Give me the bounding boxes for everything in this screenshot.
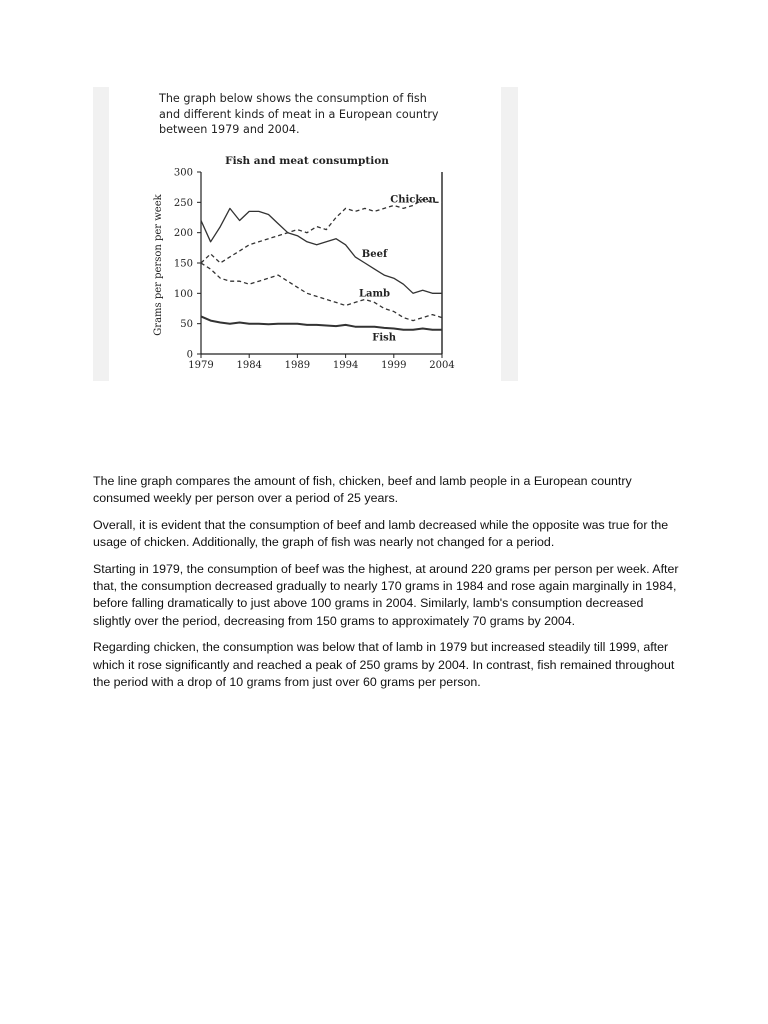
y-tick-label: 100 bbox=[173, 288, 193, 300]
y-tick-label: 200 bbox=[173, 228, 193, 240]
chart-figure-image bbox=[93, 87, 518, 381]
y-tick-label: 150 bbox=[173, 258, 193, 270]
chart-labels-layer bbox=[359, 194, 437, 343]
x-tick-label: 1979 bbox=[188, 360, 214, 371]
x-tick-label: 1999 bbox=[381, 360, 407, 371]
chart-title: Fish and meat consumption bbox=[225, 155, 389, 167]
y-axis-label: Grams per person per week bbox=[153, 194, 164, 336]
x-tick-label: 1984 bbox=[236, 360, 262, 371]
y-tick-label: 250 bbox=[173, 197, 193, 209]
series-label-beef: Beef bbox=[361, 248, 388, 260]
y-tick-label: 0 bbox=[186, 349, 193, 361]
chart-series-layer bbox=[201, 199, 442, 329]
x-tick-label: 1989 bbox=[284, 360, 311, 371]
essay-paragraph: The line graph compares the amount of fish, chicken, beef and lamb people in a European country consumed weekly per person over a period of 25 years. bbox=[93, 474, 632, 506]
series-label-chicken: Chicken bbox=[390, 194, 436, 206]
y-tick-label: 300 bbox=[173, 167, 193, 179]
series-line-chicken bbox=[201, 199, 442, 263]
essay-paragraph: Regarding chicken, the consumption was below that of lamb in 1979 but increased steadily till 1999, after which it rose significantly and reached a peak of 250 grams by 2004. In contrast, fish remained throughout the period with a drop of 10 grams from just over 60 grams per person. bbox=[93, 640, 675, 690]
essay-paragraph: Starting in 1979, the consumption of beef was the highest, at around 220 grams per person per week. After that, the consumption decreased gradually to nearly 170 grams in 1984 and rose again marginally in 1984, before falling dramatically to just above 100 grams in 2004. Similarly, lamb's consumption decreased slightly over the period, decreasing from 150 grams to approximately 70 grams by 2004. bbox=[93, 561, 679, 628]
series-label-lamb: Lamb bbox=[358, 288, 391, 300]
y-tick-label: 50 bbox=[180, 319, 193, 331]
essay-paragraph: Overall, it is evident that the consumption of beef and lamb decreased while the opposite was true for the usage of chicken. Additionally, the graph of fish was nearly not changed for a period. bbox=[93, 517, 669, 550]
series-line-lamb bbox=[201, 263, 442, 321]
series-line-beef bbox=[201, 208, 442, 293]
prompt-line: between 1979 and 2004. bbox=[159, 123, 300, 136]
line-chart bbox=[93, 87, 518, 381]
prompt-line: The graph below shows the consumption of fish bbox=[159, 92, 427, 105]
essay-body bbox=[93, 473, 683, 700]
prompt-line: and different kinds of meat in a European country bbox=[159, 107, 439, 121]
x-tick-label: 1994 bbox=[332, 360, 359, 371]
x-tick-label: 2004 bbox=[429, 360, 455, 371]
series-label-fish: Fish bbox=[372, 332, 397, 344]
